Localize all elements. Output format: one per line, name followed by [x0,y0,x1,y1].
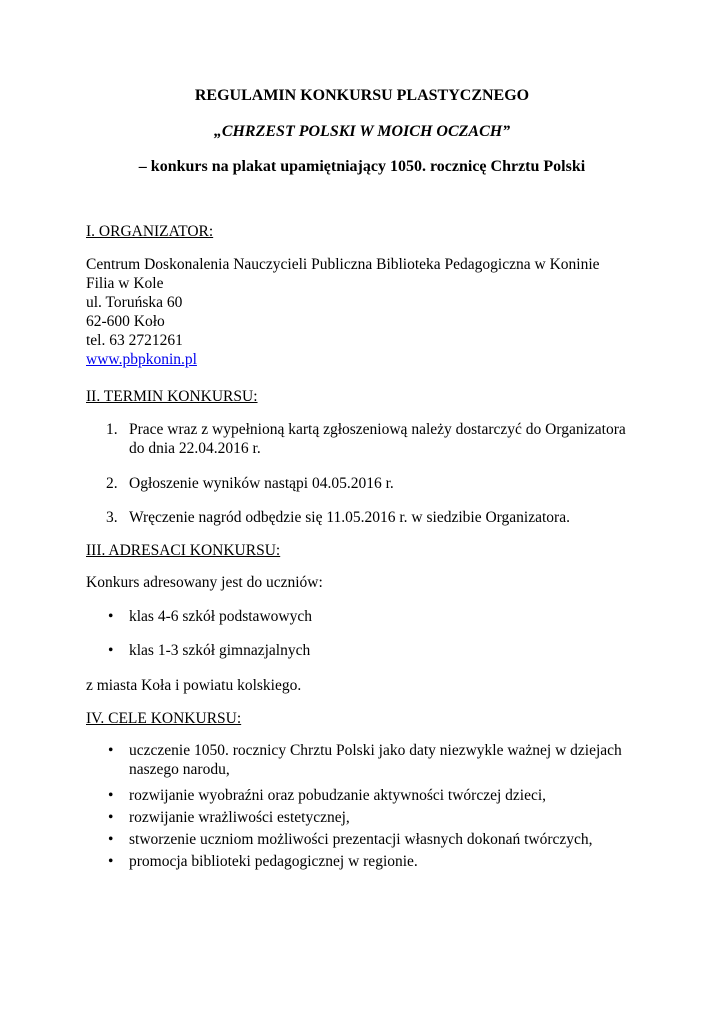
termin-list [86,420,646,530]
organizator-details [86,255,646,369]
termin-item-number: 3. [106,509,118,526]
termin-item-text: Prace wraz z wypełnioną kartą zgłoszeniową należy dostarczyć do Organizatora [129,421,626,438]
bullet-icon: • [108,642,114,659]
bullet-icon: • [108,831,114,848]
bullet-icon: • [108,608,114,625]
organizator-branch: Filia w Kole [86,275,164,292]
contest-name: „CHRZEST POLSKI W MOICH OCZACH” [213,123,511,140]
termin-item-text-cont: do dnia 22.04.2016 r. [129,440,261,457]
termin-item-text: Ogłoszenie wyników nastąpi 04.05.2016 r. [129,475,394,492]
adresaci-outro-text: z miasta Koła i powiatu kolskiego. [86,677,302,694]
cele-list [86,741,646,881]
section-heading-termin: II. TERMIN KONKURSU: [86,388,258,405]
adresaci-outro [86,676,646,695]
section-termin [86,387,646,406]
section-cele [86,709,646,728]
section-heading-cele: IV. CELE KONKURSU: [86,710,242,727]
adresaci-item-text: klas 4-6 szkół podstawowych [129,608,312,625]
bullet-icon: • [108,742,114,759]
organizator-phone: tel. 63 2721261 [86,332,183,349]
organizator-street: ul. Toruńska 60 [86,294,183,311]
cele-item-text: rozwijanie wyobraźni oraz pobudzanie aktywności twórczej dzieci, [129,787,547,804]
adresaci-list [86,607,646,667]
adresaci-item-text: klas 1-3 szkół gimnazjalnych [129,642,311,659]
cele-item-text: stworzenie uczniom możliwości prezentacji własnych dokonań twórczych, [129,831,593,848]
bullet-icon: • [108,809,114,826]
document-title: REGULAMIN KONKURSU PLASTYCZNEGO [194,87,530,104]
termin-item-number: 1. [106,421,118,438]
cele-item-text-cont: naszego narodu, [129,761,230,778]
contest-subtitle: – konkurs na plakat upamiętniający 1050. rocznicę Chrztu Polski [138,158,586,175]
termin-item-number: 2. [106,475,118,492]
cele-item-text: uczczenie 1050. rocznicy Chrztu Polski jako daty niezwykle ważnej w dziejach [129,742,622,759]
adresaci-intro [86,573,646,592]
bullet-icon: • [108,787,114,804]
bullet-icon: • [108,853,114,870]
organizator-name: Centrum Doskonalenia Nauczycieli Publiczna Biblioteka Pedagogiczna w Koninie [86,256,600,273]
section-heading-adresaci: III. ADRESACI KONKURSU: [86,542,281,559]
section-organizator [86,222,646,241]
cele-item-text: promocja biblioteki pedagogicznej w regionie. [129,853,418,870]
section-heading-organizator: I. ORGANIZATOR: [86,223,214,240]
section-adresaci [86,541,646,560]
organizator-website-link[interactable]: www.pbpkonin.pl [86,351,197,368]
termin-item-text: Wręczenie nagród odbędzie się 11.05.2016 r. w siedzibie Organizatora. [129,509,570,526]
organizator-postcode: 62-600 Koło [86,313,165,330]
adresaci-intro-text: Konkurs adresowany jest do uczniów: [86,574,323,591]
cele-item-text: rozwijanie wrażliwości estetycznej, [129,809,350,826]
